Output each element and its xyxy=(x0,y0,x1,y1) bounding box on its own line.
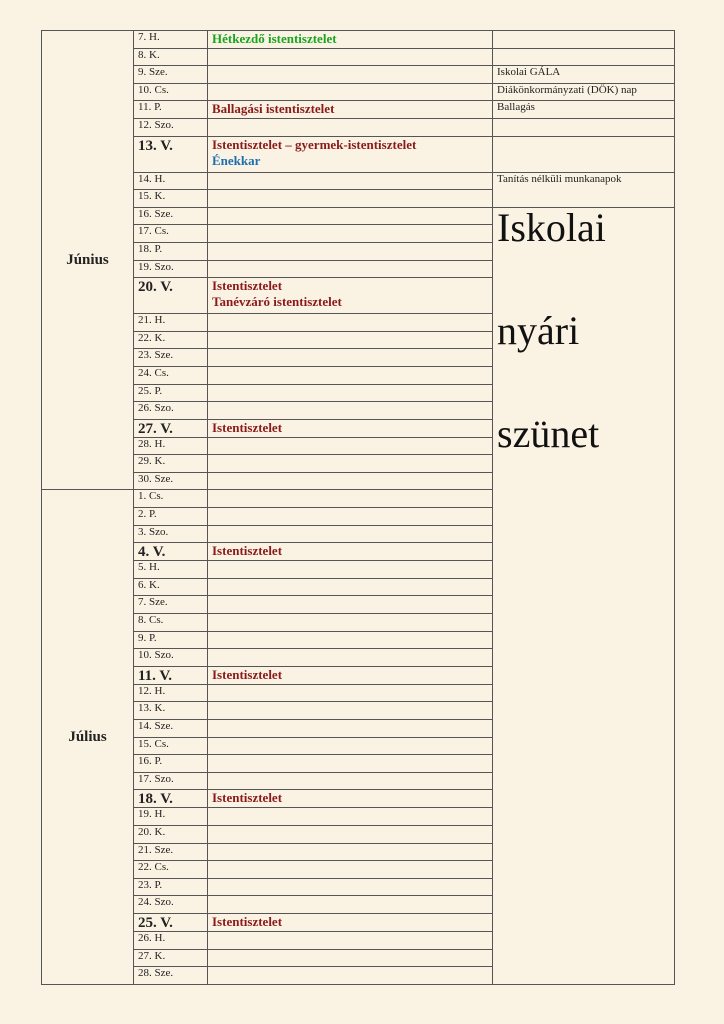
event-cell: Istentisztelet xyxy=(208,543,493,561)
event-cell xyxy=(208,136,493,172)
day-label: 19. H. xyxy=(134,808,208,826)
day-label: 6. K. xyxy=(134,578,208,596)
event-cell: Hétkezdő istentisztelet xyxy=(208,31,493,49)
day-label: 20. V. xyxy=(134,278,208,314)
event-cell xyxy=(208,861,493,879)
day-label: 28. Sze. xyxy=(134,967,208,985)
event-cell xyxy=(208,48,493,66)
day-label: 3. Szo. xyxy=(134,525,208,543)
day-label: 27. K. xyxy=(134,949,208,967)
event-cell xyxy=(208,455,493,473)
event-line: Tanévzáró istentisztelet xyxy=(212,294,342,310)
day-label: 13. K. xyxy=(134,702,208,720)
school-break-word: szünet xyxy=(497,410,600,456)
day-label: 21. Sze. xyxy=(134,843,208,861)
event-cell xyxy=(208,490,493,508)
event-cell xyxy=(208,314,493,332)
event-cell xyxy=(208,596,493,614)
event-cell xyxy=(208,260,493,278)
day-label: 14. Sze. xyxy=(134,720,208,738)
event-cell xyxy=(208,207,493,225)
event-cell xyxy=(208,278,493,314)
event-cell xyxy=(208,949,493,967)
day-label: 17. Szo. xyxy=(134,772,208,790)
school-event-cell xyxy=(493,48,675,66)
day-label: 25. P. xyxy=(134,384,208,402)
event-cell: Istentisztelet xyxy=(208,666,493,684)
event-cell xyxy=(208,825,493,843)
calendar-table xyxy=(41,30,675,985)
event-cell: Istentisztelet xyxy=(208,913,493,931)
day-label: 23. Sze. xyxy=(134,349,208,367)
event-cell xyxy=(208,755,493,773)
school-event-cell xyxy=(493,118,675,136)
event-cell xyxy=(208,402,493,420)
day-label: 22. Cs. xyxy=(134,861,208,879)
table-row xyxy=(42,101,675,119)
day-label: 22. K. xyxy=(134,331,208,349)
event-cell xyxy=(208,684,493,702)
day-label: 4. V. xyxy=(134,543,208,561)
day-label: 27. V. xyxy=(134,419,208,437)
event-cell xyxy=(208,578,493,596)
day-label: 30. Sze. xyxy=(134,472,208,490)
table-row xyxy=(42,31,675,49)
event-cell xyxy=(208,437,493,455)
day-label: 12. Szo. xyxy=(134,118,208,136)
day-label: 24. Cs. xyxy=(134,366,208,384)
day-label: 16. Sze. xyxy=(134,207,208,225)
event-line: Istentisztelet – gyermek-istentisztelet xyxy=(212,136,417,152)
event-cell xyxy=(208,967,493,985)
event-cell xyxy=(208,366,493,384)
day-label: 19. Szo. xyxy=(134,260,208,278)
school-event-cell: Diákönkormányzati (DÖK) nap xyxy=(493,83,675,101)
month-label-july: Július xyxy=(42,490,134,984)
event-cell xyxy=(208,349,493,367)
day-label: 17. Cs. xyxy=(134,225,208,243)
day-label: 2. P. xyxy=(134,508,208,526)
day-label: 16. P. xyxy=(134,755,208,773)
event-cell xyxy=(208,702,493,720)
event-cell xyxy=(208,66,493,84)
day-label: 10. Szo. xyxy=(134,649,208,667)
event-cell xyxy=(208,172,493,190)
day-label: 15. Cs. xyxy=(134,737,208,755)
school-event-cell xyxy=(493,136,675,172)
event-cell xyxy=(208,472,493,490)
table-row xyxy=(42,83,675,101)
event-cell xyxy=(208,878,493,896)
day-label: 11. V. xyxy=(134,666,208,684)
day-label: 8. K. xyxy=(134,48,208,66)
event-cell xyxy=(208,525,493,543)
day-label: 7. H. xyxy=(134,31,208,49)
day-label: 7. Sze. xyxy=(134,596,208,614)
month-label-june: Június xyxy=(42,31,134,490)
event-cell: Istentisztelet xyxy=(208,790,493,808)
event-cell xyxy=(208,190,493,208)
day-label: 18. P. xyxy=(134,242,208,260)
day-label: 15. K. xyxy=(134,190,208,208)
event-cell xyxy=(208,737,493,755)
day-label: 9. P. xyxy=(134,631,208,649)
event-cell xyxy=(208,331,493,349)
event-cell xyxy=(208,720,493,738)
day-label: 26. H. xyxy=(134,931,208,949)
event-cell xyxy=(208,896,493,914)
table-row xyxy=(42,172,675,190)
day-label: 26. Szo. xyxy=(134,402,208,420)
event-cell: Istentisztelet xyxy=(208,419,493,437)
event-cell xyxy=(208,808,493,826)
day-label: 8. Cs. xyxy=(134,614,208,632)
event-cell xyxy=(208,631,493,649)
school-event-cell: Tanítás nélküli munkanapok xyxy=(493,172,675,207)
table-row xyxy=(42,66,675,84)
event-cell xyxy=(208,843,493,861)
day-label: 20. K. xyxy=(134,825,208,843)
day-label: 25. V. xyxy=(134,913,208,931)
day-label: 21. H. xyxy=(134,314,208,332)
school-break-word: nyári xyxy=(497,307,580,353)
day-label: 5. H. xyxy=(134,561,208,579)
day-label: 12. H. xyxy=(134,684,208,702)
school-break-cell xyxy=(493,207,675,984)
school-event-cell: Iskolai GÁLA xyxy=(493,66,675,84)
event-cell xyxy=(208,931,493,949)
event-cell: Ballagási istentisztelet xyxy=(208,101,493,119)
event-line: Énekkar xyxy=(212,152,261,168)
event-cell xyxy=(208,614,493,632)
day-label: 1. Cs. xyxy=(134,490,208,508)
table-row xyxy=(42,207,675,225)
event-cell xyxy=(208,384,493,402)
event-cell xyxy=(208,118,493,136)
day-label: 10. Cs. xyxy=(134,83,208,101)
event-cell xyxy=(208,508,493,526)
day-label: 18. V. xyxy=(134,790,208,808)
school-break-word: Iskolai xyxy=(497,207,606,250)
day-label: 24. Szo. xyxy=(134,896,208,914)
day-label: 14. H. xyxy=(134,172,208,190)
day-label: 9. Sze. xyxy=(134,66,208,84)
event-cell xyxy=(208,649,493,667)
school-event-cell xyxy=(493,31,675,49)
table-row xyxy=(42,48,675,66)
day-label: 29. K. xyxy=(134,455,208,473)
school-event-cell: Ballagás xyxy=(493,101,675,119)
event-cell xyxy=(208,242,493,260)
table-row xyxy=(42,118,675,136)
event-cell xyxy=(208,772,493,790)
event-cell xyxy=(208,561,493,579)
day-label: 28. H. xyxy=(134,437,208,455)
day-label: 11. P. xyxy=(134,101,208,119)
event-cell xyxy=(208,83,493,101)
table-row xyxy=(42,136,675,172)
day-label: 23. P. xyxy=(134,878,208,896)
day-label: 13. V. xyxy=(134,136,208,172)
event-line: Istentisztelet xyxy=(212,278,283,294)
event-cell xyxy=(208,225,493,243)
